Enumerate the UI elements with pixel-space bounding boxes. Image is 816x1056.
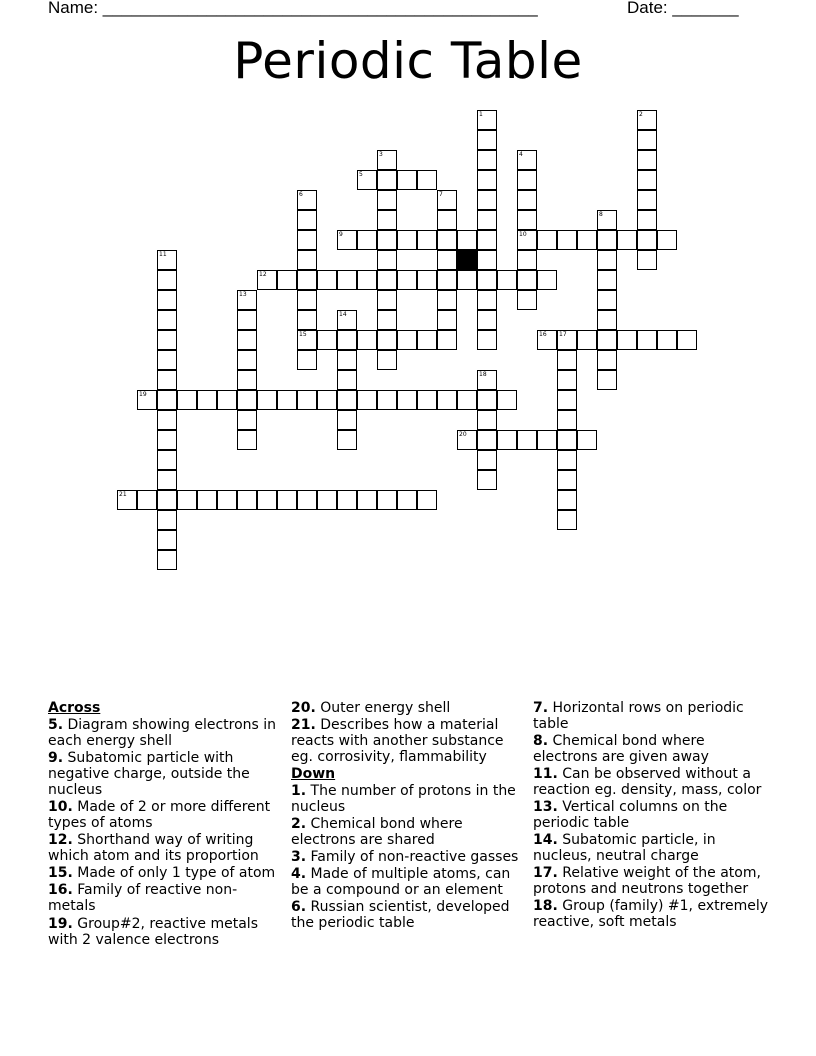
clue-number-label: 19	[139, 391, 147, 398]
clue-down-8: 8. Chemical bond where electrons are given away	[533, 733, 709, 765]
grid-cell[interactable]	[377, 270, 397, 290]
grid-cell[interactable]	[397, 270, 417, 290]
grid-cell[interactable]	[257, 270, 277, 290]
grid-cell[interactable]	[537, 330, 557, 350]
grid-cell[interactable]	[597, 230, 617, 250]
clue-number-label: 18	[479, 371, 487, 378]
grid-cell[interactable]	[237, 390, 257, 410]
grid-cell[interactable]	[397, 230, 417, 250]
clue-down-1: 1. The number of protons in the nucleus	[291, 783, 516, 815]
grid-cell[interactable]	[477, 110, 497, 130]
grid-cell[interactable]	[297, 330, 317, 350]
grid-cell[interactable]	[397, 390, 417, 410]
grid-cell[interactable]	[337, 430, 357, 450]
grid-cell[interactable]	[377, 490, 397, 510]
grid-cell[interactable]	[557, 230, 577, 250]
grid-cell[interactable]	[277, 490, 297, 510]
grid-cell[interactable]	[357, 230, 377, 250]
grid-cell[interactable]	[637, 150, 657, 170]
grid-cell[interactable]	[477, 430, 497, 450]
across-heading: Across	[48, 700, 101, 716]
grid-cell[interactable]	[337, 350, 357, 370]
grid-cell[interactable]	[517, 290, 537, 310]
grid-cell[interactable]	[357, 490, 377, 510]
grid-cell[interactable]	[357, 330, 377, 350]
clue-across-20: 20. Outer energy shell	[291, 700, 451, 716]
grid-cell[interactable]	[157, 530, 177, 550]
grid-cell[interactable]	[577, 430, 597, 450]
grid-cell[interactable]	[137, 390, 157, 410]
grid-cell[interactable]	[417, 170, 437, 190]
grid-cell[interactable]	[417, 270, 437, 290]
clue-number-label: 17	[559, 331, 567, 338]
clue-number-label: 6	[299, 191, 303, 198]
clue-number-label: 20	[459, 431, 467, 438]
clue-number-label: 12	[259, 271, 267, 278]
grid-cell[interactable]	[337, 230, 357, 250]
grid-cell[interactable]	[477, 390, 497, 410]
grid-cell[interactable]	[477, 330, 497, 350]
grid-cell[interactable]	[157, 410, 177, 430]
grid-cell[interactable]	[157, 550, 177, 570]
grid-cell[interactable]	[677, 330, 697, 350]
grid-cell[interactable]	[357, 170, 377, 190]
grid-cell[interactable]	[257, 490, 277, 510]
blocked-cell	[457, 250, 477, 270]
clue-down-13: 13. Vertical columns on the periodic table	[533, 799, 728, 831]
grid-cell[interactable]	[157, 290, 177, 310]
grid-cell[interactable]	[237, 310, 257, 330]
clue-down-3: 3. Family of non-reactive gasses	[291, 849, 519, 865]
grid-cell[interactable]	[237, 490, 257, 510]
grid-cell[interactable]	[477, 250, 497, 270]
grid-cell[interactable]	[597, 210, 617, 230]
grid-cell[interactable]	[457, 230, 477, 250]
grid-cell[interactable]	[297, 490, 317, 510]
grid-cell[interactable]	[417, 230, 437, 250]
date-field-label: Date: _______	[627, 0, 739, 17]
grid-cell[interactable]	[237, 430, 257, 450]
grid-cell[interactable]	[517, 150, 537, 170]
grid-cell[interactable]	[297, 310, 317, 330]
grid-cell[interactable]	[637, 130, 657, 150]
clue-down-4: 4. Made of multiple atoms, can be a compound or an element	[291, 866, 511, 898]
grid-cell[interactable]	[317, 490, 337, 510]
grid-cell[interactable]	[637, 250, 657, 270]
grid-cell[interactable]	[377, 190, 397, 210]
grid-cell[interactable]	[557, 390, 577, 410]
grid-cell[interactable]	[377, 150, 397, 170]
grid-cell[interactable]	[177, 390, 197, 410]
grid-cell[interactable]	[437, 330, 457, 350]
grid-cell[interactable]	[377, 250, 397, 270]
grid-cell[interactable]	[117, 490, 137, 510]
grid-cell[interactable]	[437, 390, 457, 410]
grid-cell[interactable]	[377, 330, 397, 350]
grid-cell[interactable]	[557, 430, 577, 450]
clue-number-label: 13	[239, 291, 247, 298]
clue-across-16: 16. Family of reactive non-metals	[48, 882, 238, 914]
grid-cell[interactable]	[657, 330, 677, 350]
grid-cell[interactable]	[297, 290, 317, 310]
grid-cell[interactable]	[197, 390, 217, 410]
grid-cell[interactable]	[437, 290, 457, 310]
grid-cell[interactable]	[157, 430, 177, 450]
grid-cell[interactable]	[497, 390, 517, 410]
grid-cell[interactable]	[637, 190, 657, 210]
clue-number-label: 10	[519, 231, 527, 238]
grid-cell[interactable]	[477, 410, 497, 430]
grid-cell[interactable]	[597, 270, 617, 290]
grid-cell[interactable]	[337, 490, 357, 510]
clue-number-label: 21	[119, 491, 127, 498]
grid-cell[interactable]	[337, 370, 357, 390]
clue-number-label: 16	[539, 331, 547, 338]
grid-cell[interactable]	[377, 170, 397, 190]
clue-number-label: 14	[339, 311, 347, 318]
grid-cell[interactable]	[557, 410, 577, 430]
clue-across-10: 10. Made of 2 or more different types of atoms	[48, 799, 271, 831]
grid-cell[interactable]	[477, 370, 497, 390]
grid-cell[interactable]	[637, 110, 657, 130]
grid-cell[interactable]	[437, 310, 457, 330]
grid-cell[interactable]	[537, 430, 557, 450]
grid-cell[interactable]	[217, 490, 237, 510]
grid-cell[interactable]	[297, 190, 317, 210]
grid-cell[interactable]	[557, 350, 577, 370]
grid-cell[interactable]	[597, 330, 617, 350]
grid-cell[interactable]	[297, 390, 317, 410]
grid-cell[interactable]	[337, 410, 357, 430]
grid-cell[interactable]	[337, 270, 357, 290]
grid-cell[interactable]	[157, 350, 177, 370]
grid-cell[interactable]	[457, 430, 477, 450]
grid-cell[interactable]	[337, 330, 357, 350]
grid-cell[interactable]	[477, 190, 497, 210]
clue-column-3	[533, 700, 769, 931]
clue-down-6: 6. Russian scientist, developed the periodic table	[291, 899, 510, 931]
clue-number-label: 5	[359, 171, 363, 178]
grid-cell[interactable]	[277, 390, 297, 410]
grid-cell[interactable]	[437, 210, 457, 230]
grid-cell[interactable]	[337, 310, 357, 330]
grid-cell[interactable]	[397, 330, 417, 350]
grid-cell[interactable]	[277, 270, 297, 290]
clue-number-label: 8	[599, 211, 603, 218]
grid-cell[interactable]	[237, 330, 257, 350]
grid-cell[interactable]	[497, 430, 517, 450]
grid-cell[interactable]	[317, 270, 337, 290]
grid-cell[interactable]	[497, 270, 517, 290]
grid-cell[interactable]	[597, 290, 617, 310]
grid-cell[interactable]	[417, 490, 437, 510]
grid-cell[interactable]	[557, 510, 577, 530]
grid-cell[interactable]	[317, 330, 337, 350]
grid-cell[interactable]	[577, 230, 597, 250]
clue-down-7: 7. Horizontal rows on periodic table	[533, 700, 744, 732]
grid-cell[interactable]	[237, 350, 257, 370]
grid-cell[interactable]	[317, 390, 337, 410]
grid-cell[interactable]	[477, 130, 497, 150]
grid-cell[interactable]	[517, 210, 537, 230]
clue-across-19: 19. Group#2, reactive metals with 2 valence electrons	[48, 916, 258, 948]
clue-number-label: 7	[439, 191, 443, 198]
grid-cell[interactable]	[217, 390, 237, 410]
clue-across-12: 12. Shorthand way of writing which atom and its proportion	[48, 832, 259, 864]
puzzle-title: Periodic Table	[233, 32, 583, 90]
grid-cell[interactable]	[477, 150, 497, 170]
grid-cell[interactable]	[157, 310, 177, 330]
clue-down-2: 2. Chemical bond where electrons are shared	[291, 816, 463, 848]
grid-cell[interactable]	[477, 170, 497, 190]
grid-cell[interactable]	[397, 170, 417, 190]
grid-cell[interactable]	[517, 170, 537, 190]
grid-cell[interactable]	[517, 230, 537, 250]
grid-cell[interactable]	[417, 330, 437, 350]
grid-cell[interactable]	[557, 330, 577, 350]
grid-cell[interactable]	[597, 350, 617, 370]
clue-down-17: 17. Relative weight of the atom, protons and neutrons together	[533, 865, 761, 897]
grid-cell[interactable]	[557, 370, 577, 390]
clue-down-14: 14. Subatomic particle, in nucleus, neutral charge	[533, 832, 716, 864]
grid-cell[interactable]	[157, 390, 177, 410]
grid-cell[interactable]	[517, 270, 537, 290]
clue-across-5: 5. Diagram showing electrons in each energy shell	[48, 717, 277, 749]
grid-cell[interactable]	[157, 370, 177, 390]
grid-cell[interactable]	[237, 370, 257, 390]
grid-cell[interactable]	[137, 490, 157, 510]
grid-cell[interactable]	[517, 190, 537, 210]
grid-cell[interactable]	[437, 270, 457, 290]
grid-cell[interactable]	[257, 390, 277, 410]
grid-cell[interactable]	[457, 390, 477, 410]
grid-cell[interactable]	[477, 470, 497, 490]
grid-cell[interactable]	[237, 410, 257, 430]
grid-cell[interactable]	[377, 230, 397, 250]
grid-cell[interactable]	[637, 230, 657, 250]
grid-cell[interactable]	[557, 450, 577, 470]
grid-cell[interactable]	[157, 250, 177, 270]
clue-down-11: 11. Can be observed without a reaction eg. density, mass, color	[533, 766, 762, 798]
grid-cell[interactable]	[157, 330, 177, 350]
grid-cell[interactable]	[517, 430, 537, 450]
grid-cell[interactable]	[597, 310, 617, 330]
grid-cell[interactable]	[557, 470, 577, 490]
clue-down-18: 18. Group (family) #1, extremely reactive, soft metals	[533, 898, 769, 930]
clue-number-label: 11	[159, 251, 167, 258]
clue-across-15: 15. Made of only 1 type of atom	[48, 865, 276, 881]
grid-cell[interactable]	[397, 490, 417, 510]
grid-cell[interactable]	[357, 390, 377, 410]
grid-cell[interactable]	[297, 210, 317, 230]
grid-cell[interactable]	[557, 490, 577, 510]
clue-column-2	[291, 700, 527, 932]
clue-number-label: 3	[379, 151, 383, 158]
grid-cell[interactable]	[577, 330, 597, 350]
grid-cell[interactable]	[177, 490, 197, 510]
grid-cell[interactable]	[477, 230, 497, 250]
grid-cell[interactable]	[657, 230, 677, 250]
clue-column-1	[48, 700, 284, 949]
grid-cell[interactable]	[157, 470, 177, 490]
grid-cell[interactable]	[477, 270, 497, 290]
grid-cell[interactable]	[377, 290, 397, 310]
grid-cell[interactable]	[297, 270, 317, 290]
clue-number-label: 2	[639, 111, 643, 118]
grid-cell[interactable]	[477, 210, 497, 230]
grid-cell[interactable]	[617, 230, 637, 250]
grid-cell[interactable]	[377, 210, 397, 230]
grid-cell[interactable]	[537, 270, 557, 290]
grid-cell[interactable]	[437, 250, 457, 270]
grid-cell[interactable]	[157, 490, 177, 510]
grid-cell[interactable]	[197, 490, 217, 510]
grid-cell[interactable]	[297, 230, 317, 250]
grid-cell[interactable]	[337, 390, 357, 410]
grid-cell[interactable]	[637, 170, 657, 190]
grid-cell[interactable]	[377, 350, 397, 370]
down-heading: Down	[291, 766, 336, 782]
name-field-label: Name: ______________________________________________	[48, 0, 538, 17]
clue-number-label: 15	[299, 331, 307, 338]
clue-number-label: 1	[479, 111, 483, 118]
grid-cell[interactable]	[357, 270, 377, 290]
grid-cell[interactable]	[377, 310, 397, 330]
grid-cell[interactable]	[537, 230, 557, 250]
grid-cell[interactable]	[477, 450, 497, 470]
grid-cell[interactable]	[297, 250, 317, 270]
grid-cell[interactable]	[457, 270, 477, 290]
grid-cell[interactable]	[377, 390, 397, 410]
grid-cell[interactable]	[157, 450, 177, 470]
grid-cell[interactable]	[437, 190, 457, 210]
grid-cell[interactable]	[517, 250, 537, 270]
clue-number-label: 4	[519, 151, 523, 158]
grid-cell[interactable]	[637, 210, 657, 230]
grid-cell[interactable]	[237, 290, 257, 310]
grid-cell[interactable]	[477, 290, 497, 310]
clue-across-9: 9. Subatomic particle with negative charge, outside the nucleus	[48, 750, 250, 798]
grid-cell[interactable]	[637, 330, 657, 350]
grid-cell[interactable]	[617, 330, 637, 350]
grid-cell[interactable]	[477, 310, 497, 330]
grid-cell[interactable]	[157, 270, 177, 290]
grid-cell[interactable]	[597, 250, 617, 270]
grid-cell[interactable]	[417, 390, 437, 410]
grid-cell[interactable]	[157, 510, 177, 530]
clue-across-21: 21. Describes how a material reacts with another substance eg. corrosivity, flammability	[291, 717, 504, 765]
grid-cell[interactable]	[437, 230, 457, 250]
grid-cell[interactable]	[297, 350, 317, 370]
grid-cell[interactable]	[597, 370, 617, 390]
clue-number-label: 9	[339, 231, 343, 238]
